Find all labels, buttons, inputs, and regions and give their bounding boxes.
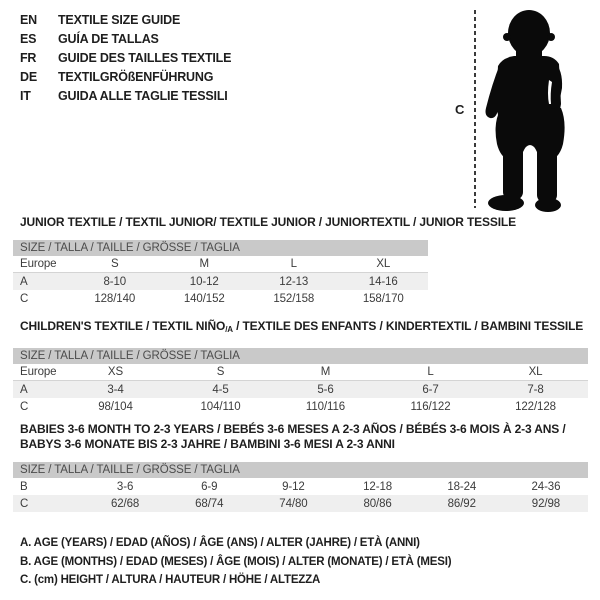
language-title: GUIDE DES TAILLES TEXTILE <box>58 51 232 65</box>
language-row <box>20 68 231 87</box>
size-value: L <box>290 258 297 270</box>
size-header-bar: SIZE / TALLA / TAILLE / GRÖSSE / TAGLIA <box>13 462 588 478</box>
size-value: 6-9 <box>201 480 218 493</box>
title-text: /A <box>225 325 233 334</box>
size-value: 74/80 <box>279 497 308 510</box>
row-label: A <box>20 275 28 288</box>
size-value: XL <box>528 366 543 378</box>
height-measure-label: C <box>455 102 465 117</box>
size-row-europe <box>13 256 428 273</box>
size-value: 86/92 <box>447 497 476 510</box>
size-table-children <box>13 348 588 415</box>
size-value: 62/68 <box>110 497 140 510</box>
language-title: TEXTILE SIZE GUIDE <box>58 13 181 27</box>
size-value: 6-7 <box>422 383 439 396</box>
size-row-c <box>13 495 588 512</box>
size-value: S <box>216 366 225 378</box>
size-value: 110/116 <box>305 400 346 413</box>
size-value: 128/140 <box>94 292 136 305</box>
size-value: 18-24 <box>447 480 477 493</box>
title-text: BABYS 3-6 MONATE BIS 2-3 JAHRE / BAMBINI 3-6 MESI A 2-3 ANNI <box>20 437 395 451</box>
language-row <box>20 30 231 49</box>
language-title: GUÍA DE TALLAS <box>58 32 159 46</box>
footnotes <box>20 534 451 590</box>
size-value: S <box>110 258 119 270</box>
row-label: A <box>20 383 28 396</box>
size-header-bar: SIZE / TALLA / TAILLE / GRÖSSE / TAGLIA <box>13 348 588 364</box>
size-value: M <box>320 366 331 378</box>
row-label: C <box>20 497 29 510</box>
row-label: C <box>20 400 29 413</box>
size-table-junior <box>13 240 428 307</box>
footnote: C. (cm) HEIGHT / ALTURA / HAUTEUR / HÖHE / ALTEZZA <box>20 574 321 586</box>
size-value: 116/122 <box>410 400 451 413</box>
section-title-babies <box>20 422 566 452</box>
size-value: 5-6 <box>317 383 334 396</box>
size-value: 10-12 <box>189 275 219 288</box>
size-value: 104/110 <box>200 400 241 413</box>
size-value: XL <box>376 258 391 270</box>
size-value: 68/74 <box>195 497 224 510</box>
language-code: DE <box>20 70 37 84</box>
title-text: / TEXTILE DES ENFANTS / KINDERTEXTIL / BAMBINI TESSILE <box>232 319 584 333</box>
size-value: 3-6 <box>116 480 134 493</box>
section-title-line <box>20 319 583 337</box>
size-row-europe <box>13 364 588 381</box>
size-value: XS <box>107 366 124 378</box>
size-value: M <box>199 258 209 270</box>
row-label: Europe <box>20 258 57 270</box>
title-text: JUNIOR TEXTILE / TEXTIL JUNIOR/ TEXTILE JUNIOR / JUNIORTEXTIL / JUNIOR TESSILE <box>20 215 516 229</box>
language-row <box>20 11 231 30</box>
size-row-a <box>13 273 428 290</box>
size-value: 24-36 <box>531 480 561 493</box>
section-title-line <box>20 215 516 230</box>
language-title: TEXTILGRÖßENFÜHRUNG <box>58 70 214 84</box>
size-value: 98/104 <box>98 400 133 413</box>
title-text: CHILDREN'S TEXTILE / TEXTIL NIÑO <box>20 319 226 333</box>
title-text: BABIES 3-6 MONTH TO 2-3 YEARS / BEBÉS 3-6 MESES A 2-3 AÑOS / BÉBÉS 3-6 MOIS À 2-3 ANS / <box>20 422 566 436</box>
section-title-line <box>20 437 566 452</box>
size-header-bar: SIZE / TALLA / TAILLE / GRÖSSE / TAGLIA <box>13 240 428 256</box>
section-title-line <box>20 422 566 437</box>
size-value: 4-5 <box>212 383 229 396</box>
size-value: 152/158 <box>273 292 315 305</box>
language-title-list <box>20 11 231 106</box>
size-value: L <box>427 366 434 378</box>
size-value: 12-18 <box>363 480 393 493</box>
height-measure-dashed-line <box>474 10 476 208</box>
row-label: B <box>20 480 28 493</box>
footnote: A. AGE (YEARS) / EDAD (AÑOS) / ÂGE (ANS) / ALTER (JAHRE) / ETÀ (ANNI) <box>20 537 420 549</box>
language-code: IT <box>20 89 31 103</box>
size-value: 14-16 <box>368 275 398 288</box>
language-code: FR <box>20 51 37 65</box>
size-value: 122/128 <box>515 400 556 413</box>
size-row-a <box>13 381 588 398</box>
size-value: 12-13 <box>279 275 309 288</box>
size-row-c <box>13 398 588 415</box>
section-title-children <box>20 319 583 337</box>
footnote: B. AGE (MONTHS) / EDAD (MESES) / ÂGE (MOIS) / ALTER (MONATE) / ETÀ (MESI) <box>20 555 452 568</box>
language-code: ES <box>20 32 37 46</box>
language-code: EN <box>20 13 37 27</box>
size-value: 92/98 <box>531 497 561 510</box>
size-value: 140/152 <box>183 292 225 305</box>
size-row-b <box>13 478 588 495</box>
language-row <box>20 87 231 106</box>
row-label: C <box>20 292 29 305</box>
size-value: 9-12 <box>282 480 305 493</box>
row-label: Europe <box>20 366 57 378</box>
size-value: 158/170 <box>362 292 404 305</box>
size-value: 3-4 <box>107 383 124 396</box>
size-value: 8-10 <box>103 275 127 288</box>
language-title: GUIDA ALLE TAGLIE TESSILI <box>58 89 228 103</box>
size-table-babies <box>13 462 588 512</box>
baby-silhouette-icon <box>484 4 596 214</box>
size-value: 80/86 <box>363 497 392 510</box>
size-value: 7-8 <box>527 383 544 396</box>
section-title-junior <box>20 215 516 230</box>
language-row <box>20 49 231 68</box>
size-row-c <box>13 290 428 307</box>
